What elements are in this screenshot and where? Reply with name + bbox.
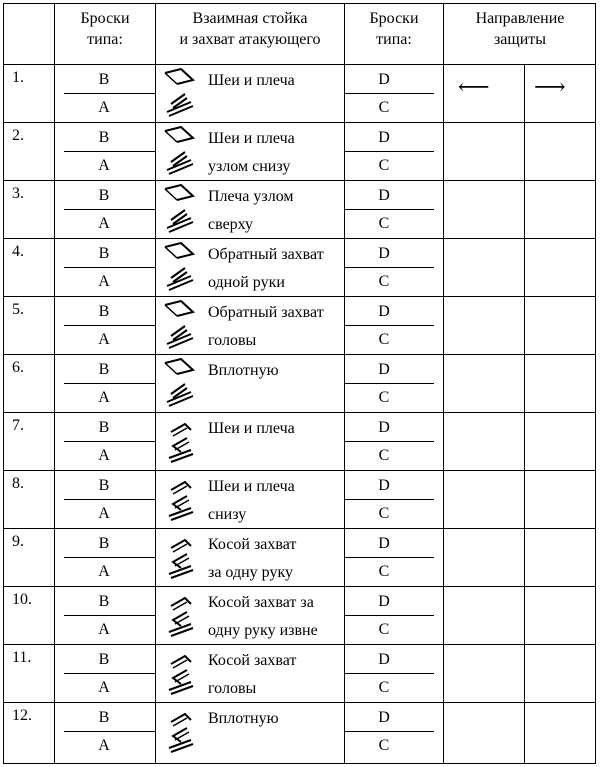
throw-type-top-right: D — [378, 419, 390, 436]
header-text: защиты — [493, 31, 547, 48]
row-divider — [3, 296, 596, 297]
throw-type-bottom: A — [98, 447, 110, 464]
cell-divider — [345, 151, 434, 152]
throw-type-bottom-right: C — [378, 331, 390, 348]
throw-type-top: B — [98, 129, 110, 146]
throw-type-top: B — [98, 187, 110, 204]
stance-description — [208, 299, 343, 355]
row-divider — [3, 238, 596, 239]
throw-type-bottom-right: C — [378, 621, 390, 638]
throw-type-top-right: D — [378, 129, 390, 146]
cell-divider — [64, 383, 155, 384]
row-number: 1. — [12, 69, 24, 86]
header-text: Взаимная стойка — [192, 10, 308, 27]
row-number: 4. — [12, 243, 24, 260]
stance-description — [208, 589, 343, 645]
stance-description — [208, 241, 343, 297]
throw-type-bottom-right: C — [378, 679, 390, 696]
header-text: Броски — [369, 10, 419, 27]
zigzag-icon — [161, 590, 201, 645]
description-line: за одну руку — [208, 564, 293, 581]
cell-divider — [64, 209, 155, 210]
throw-type-bottom-right: C — [378, 447, 390, 464]
throw-type-top: B — [98, 303, 110, 320]
column-divider — [155, 3, 156, 764]
throw-type-bottom: A — [98, 331, 110, 348]
row-number: 9. — [12, 533, 24, 550]
throw-type-top-right: D — [378, 709, 390, 726]
row-number: 2. — [12, 127, 24, 144]
description-line: Косой захват — [208, 652, 297, 669]
arrow-left-icon: ⟵ — [458, 74, 490, 99]
cell-divider — [345, 93, 434, 94]
header-col-throws-right — [345, 8, 443, 50]
stance-description — [208, 531, 343, 587]
row-divider — [3, 644, 596, 645]
throw-type-top: B — [98, 535, 110, 552]
throw-type-top-right: D — [378, 593, 390, 610]
throw-type-bottom-right: C — [378, 563, 390, 580]
row-number: 11. — [12, 649, 32, 666]
description-line: одну руку извне — [208, 622, 318, 639]
description-line: одной руки — [208, 274, 285, 291]
throw-type-top-right: D — [378, 187, 390, 204]
description-line: Обратный захват — [208, 246, 324, 263]
throw-type-top: B — [98, 651, 110, 668]
stance-description — [208, 705, 343, 733]
header-text: типа: — [376, 31, 412, 48]
header-col-throws-left — [55, 8, 155, 50]
throw-type-bottom-right: C — [378, 273, 390, 290]
row-number: 8. — [12, 475, 24, 492]
throw-type-bottom: A — [98, 505, 110, 522]
throw-type-bottom: A — [98, 563, 110, 580]
description-line: Шеи и плеча — [208, 478, 295, 495]
cell-divider — [345, 557, 434, 558]
description-line: Плеча узлом — [208, 188, 294, 205]
cell-divider — [64, 325, 155, 326]
zigzag-icon — [161, 648, 201, 703]
throw-type-bottom-right: C — [378, 505, 390, 522]
stance-description — [208, 473, 343, 529]
throw-type-bottom: A — [98, 737, 110, 754]
description-line: головы — [208, 680, 257, 697]
description-line: Шеи и плеча — [208, 420, 295, 437]
description-line: головы — [208, 332, 257, 349]
throw-type-top-right: D — [378, 477, 390, 494]
column-divider — [524, 64, 525, 764]
throw-type-bottom: A — [98, 679, 110, 696]
stance-description — [208, 125, 343, 181]
cell-divider — [64, 93, 155, 94]
description-line: Косой захват за — [208, 594, 314, 611]
header-text: Броски — [80, 10, 130, 27]
stance-description — [208, 183, 343, 239]
row-divider — [3, 412, 596, 413]
throw-type-bottom: A — [98, 157, 110, 174]
throw-type-bottom-right: C — [378, 99, 390, 116]
zigzag-icon — [161, 416, 201, 471]
cell-divider — [345, 731, 434, 732]
row-number: 10. — [12, 591, 32, 608]
throw-type-bottom-right: C — [378, 737, 390, 754]
throw-type-top-right: D — [378, 71, 390, 88]
row-number: 7. — [12, 417, 24, 434]
row-divider — [3, 180, 596, 181]
cell-divider — [345, 615, 434, 616]
header-text: и захват атакующего — [179, 31, 321, 48]
stance-icon — [161, 68, 201, 123]
cell-divider — [64, 673, 155, 674]
cell-divider — [345, 209, 434, 210]
header-col-direction — [444, 8, 596, 50]
cell-divider — [64, 499, 155, 500]
zigzag-icon — [161, 474, 201, 529]
cell-divider — [64, 441, 155, 442]
throw-type-top: B — [98, 593, 110, 610]
description-line: Шеи и плеча — [208, 130, 295, 147]
row-divider — [3, 586, 596, 587]
header-text: Направление — [475, 10, 565, 27]
column-divider — [443, 3, 444, 764]
throw-type-bottom: A — [98, 621, 110, 638]
throw-type-bottom: A — [98, 273, 110, 290]
zigzag-icon — [161, 532, 201, 587]
row-number: 6. — [12, 359, 24, 376]
description-line: снизу — [208, 506, 247, 523]
stance-icon — [161, 184, 201, 239]
throw-type-top: B — [98, 477, 110, 494]
stance-icon — [161, 358, 201, 413]
zigzag-icon — [161, 706, 201, 761]
row-divider — [3, 122, 596, 123]
row-number: 3. — [12, 185, 24, 202]
throw-type-bottom: A — [98, 99, 110, 116]
description-line: узлом снизу — [208, 158, 291, 175]
stance-icon — [161, 126, 201, 181]
description-line: Вплотную — [208, 710, 279, 727]
throw-type-top-right: D — [378, 651, 390, 668]
stance-description — [208, 67, 343, 95]
throw-type-top: B — [98, 361, 110, 378]
description-line: Вплотную — [208, 362, 279, 379]
arrow-right-icon: ⟶ — [534, 74, 566, 99]
throw-type-top-right: D — [378, 361, 390, 378]
throw-type-top: B — [98, 71, 110, 88]
row-number: 12. — [12, 707, 32, 724]
cell-divider — [64, 731, 155, 732]
throw-type-top: B — [98, 245, 110, 262]
cell-divider — [64, 151, 155, 152]
cell-divider — [64, 557, 155, 558]
row-divider — [3, 354, 596, 355]
description-line: Косой захват — [208, 536, 297, 553]
stance-description — [208, 647, 343, 703]
row-divider — [3, 702, 596, 703]
throw-type-top: B — [98, 419, 110, 436]
stance-icon — [161, 242, 201, 297]
stance-description — [208, 357, 343, 385]
throw-type-bottom-right: C — [378, 215, 390, 232]
header-col-stance — [156, 8, 344, 50]
header-text: типа: — [87, 31, 123, 48]
throw-type-bottom: A — [98, 215, 110, 232]
description-line: Шеи и плеча — [208, 72, 295, 89]
row-divider — [3, 470, 596, 471]
column-divider — [54, 3, 55, 764]
stance-description — [208, 415, 343, 443]
throw-type-top-right: D — [378, 535, 390, 552]
cell-divider — [345, 267, 434, 268]
description-line: Обратный захват — [208, 304, 324, 321]
throw-type-top-right: D — [378, 303, 390, 320]
row-divider — [3, 528, 596, 529]
cell-divider — [64, 615, 155, 616]
throw-type-bottom: A — [98, 389, 110, 406]
cell-divider — [345, 499, 434, 500]
cell-divider — [345, 673, 434, 674]
row-divider — [3, 64, 596, 65]
throw-type-top: B — [98, 709, 110, 726]
cell-divider — [345, 325, 434, 326]
throw-type-bottom-right: C — [378, 389, 390, 406]
throw-type-top-right: D — [378, 245, 390, 262]
cell-divider — [345, 441, 434, 442]
throw-type-bottom-right: C — [378, 157, 390, 174]
stance-icon — [161, 300, 201, 355]
cell-divider — [345, 383, 434, 384]
row-number: 5. — [12, 301, 24, 318]
cell-divider — [64, 267, 155, 268]
description-line: сверху — [208, 216, 254, 233]
